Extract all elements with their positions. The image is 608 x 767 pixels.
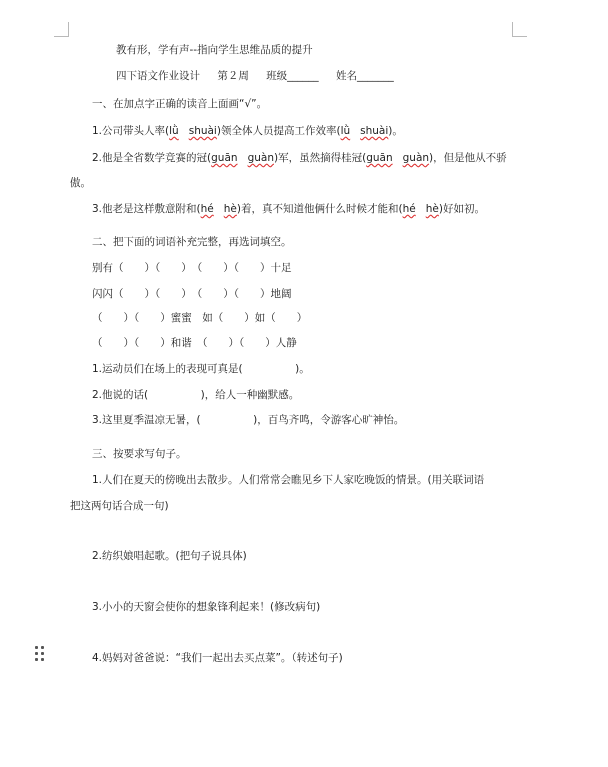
crop-mark-top-right xyxy=(512,22,527,37)
fill-sentence[interactable]: 2.他说的话( )，给人一种幽默感。 xyxy=(92,389,300,401)
drag-handle-icon[interactable] xyxy=(35,646,45,662)
name-field[interactable]: 姓名_______ xyxy=(336,70,394,82)
fill-sentence[interactable]: 3.这里夏季温凉无暑，( )，百鸟齐鸣，令游客心旷神怡。 xyxy=(92,414,405,426)
section3-q3: 3.小小的天窗会使你的想象锋利起来！(修改病句) xyxy=(92,601,321,613)
pinyin-option[interactable]: guān xyxy=(211,152,238,164)
section1-q1: 1.公司带头人率(lǜ shuài)领全体人员提高工作效率(lǜ shuài)。 xyxy=(92,125,403,137)
section3-q1: 1.人们在夏天的傍晚出去散步。人们常常会瞧见乡下人家吃晚饭的情景。(用关联词语 xyxy=(92,474,485,486)
fill-sentence[interactable]: 1.运动员们在场上的表现可真是( )。 xyxy=(92,363,310,375)
pinyin-option[interactable]: hé xyxy=(402,203,416,215)
document-title: 教有形，学有声--指向学生思维品质的提升 xyxy=(116,44,313,56)
pinyin-option[interactable]: lǜ xyxy=(340,125,351,137)
word-row[interactable]: 别有（ ）（ ） （ ）（ ）十足 xyxy=(92,262,292,274)
pinyin-option[interactable]: guān xyxy=(366,152,393,164)
pinyin-option[interactable]: hé xyxy=(200,203,214,215)
word-row[interactable]: （ ）（ ）蜜蜜 如（ ）如（ ） xyxy=(92,312,308,324)
week-label: 第２周 xyxy=(217,70,249,82)
word-row[interactable]: 闪闪（ ）（ ） （ ）（ ）地阔 xyxy=(92,288,292,300)
pinyin-option[interactable]: hè xyxy=(425,203,439,215)
pinyin-option[interactable]: guàn xyxy=(402,152,430,164)
pinyin-option[interactable]: shuài xyxy=(188,125,217,137)
pinyin-option[interactable]: lǜ xyxy=(169,125,179,137)
section1-q2: 2.他是全省数学竞赛的冠(guān guàn)军，虽然摘得桂冠(guān guàn)，但是他从不骄 xyxy=(92,152,507,164)
document-subtitle xyxy=(116,69,408,83)
crop-mark-top-left xyxy=(54,22,69,37)
section3-q2: 2.纺织娘唱起歌。(把句子说具体) xyxy=(92,550,247,562)
section3-heading: 三、按要求写句子。 xyxy=(92,448,187,460)
section1-q2-continued: 傲。 xyxy=(70,177,91,189)
section2-heading: 二、把下面的词语补充完整，再选词填空。 xyxy=(92,236,292,248)
section1-q3: 3.他老是这样敷意附和(hé hè)着，真不知道他俩什么时候才能和(hé hè)好如初。 xyxy=(92,203,485,215)
pinyin-option[interactable]: hè xyxy=(223,203,237,215)
section3-q4: 4.妈妈对爸爸说：“我们一起出去买点菜”。（转述句子) xyxy=(92,652,343,664)
course-label: 四下语文作业设计 xyxy=(116,70,200,82)
pinyin-option[interactable]: shuài xyxy=(360,125,389,137)
word-row[interactable]: （ ）（ ）和谐 （ ）（ ）人静 xyxy=(92,337,297,349)
class-field[interactable]: 班级______ xyxy=(266,70,319,82)
section3-q1-continued: 把这两句话合成一句) xyxy=(70,500,169,512)
pinyin-option[interactable]: guàn xyxy=(247,152,274,164)
section1-heading: 一、在加点字正确的读音上面画“√”。 xyxy=(92,98,268,110)
